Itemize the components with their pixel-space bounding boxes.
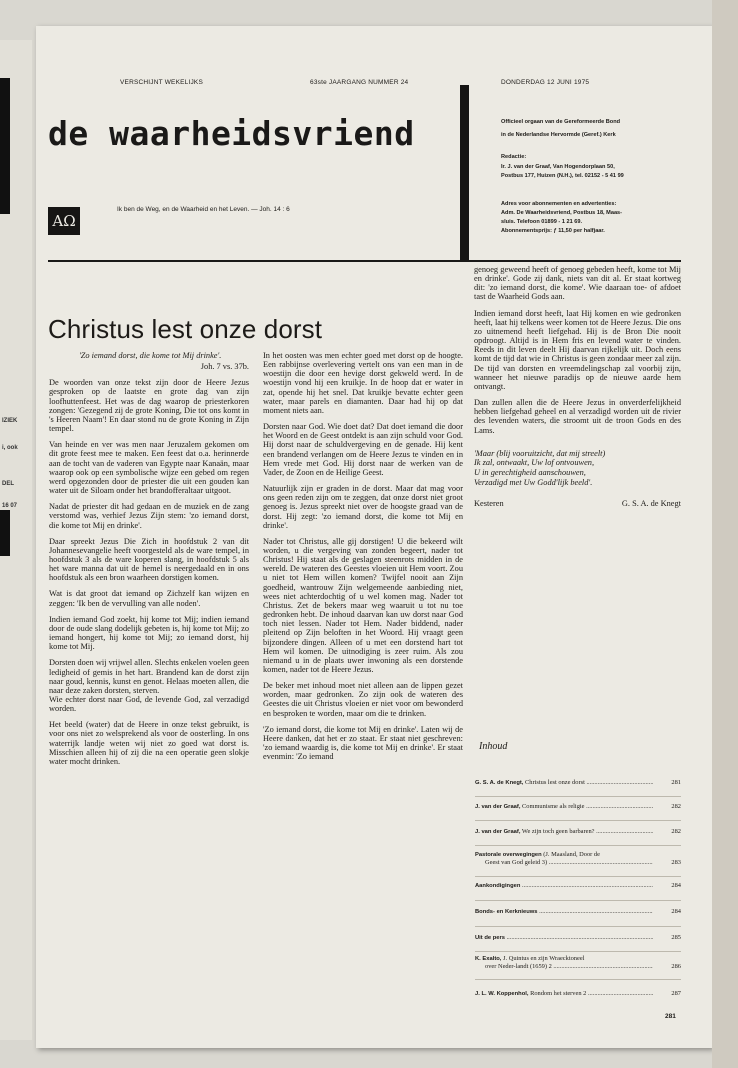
paragraph: De woorden van onze tekst zijn door de Heere Jezus gesproken op de laatste en grote dag van zijn loofhuttenfeest. Het was de dag waarop de priesterkoren zongen: 'Gezegend zij de grote Koning, Die tot ons komt in 's Heeren Naam'! En daar stond nu de grote Koning in Zijn tempel. xyxy=(49,378,249,434)
toc-divider xyxy=(475,820,681,821)
author: G. S. A. de Knegt xyxy=(621,499,681,509)
paragraph: Het beeld (water) dat de Heere in onze tekst gebruikt, is voor ons niet zo welsprekend als voor de oosterling. In ons waterrijk landje weten wij niet zo goed wat dorst is. Misschien alleen hij of zij die na een operatie geen slokje water mocht drinken. xyxy=(49,720,249,766)
date-label: DONDERDAG 12 JUNI 1975 xyxy=(501,79,590,86)
toc-author: Bonds- en Kerknieuws xyxy=(475,909,538,915)
toc-author: Pastorale overwegingen xyxy=(475,852,542,858)
toc-author: J. L. W. Koppenhol, xyxy=(475,991,529,997)
toc-author: Uit de pers xyxy=(475,935,505,941)
toc-item[interactable] xyxy=(475,955,681,971)
edge-text: i, ook xyxy=(2,445,18,451)
epigraph-reference: Joh. 7 vs. 37b. xyxy=(200,362,249,372)
closing-poem xyxy=(474,449,681,488)
poem-line: 'Maar (blij vooruitzicht, dat mij streelt) xyxy=(474,448,606,458)
toc-title: (J. Maasland, Door de xyxy=(541,851,600,858)
paragraph: Indien iemand God zoekt, hij kome tot Mij; indien iemand door de oude slang dodelijk gebeten is, hij kome tot Mij; zo iemand hongert, hij kome tot Mij; zo iemand dorst, hij kome tot Mij. xyxy=(49,614,249,652)
toc-divider xyxy=(475,845,681,846)
page-stack-edge xyxy=(712,0,738,1068)
article-column-1 xyxy=(49,351,249,773)
toc-page: 282 xyxy=(671,803,681,810)
toc-author: G. S. A. de Knegt, xyxy=(475,780,524,786)
toc-title: Rondom het sterven 2 xyxy=(528,990,587,997)
toc-item[interactable] xyxy=(475,803,681,811)
toc-title-continued: over Neder-landt (1659) 2 xyxy=(485,963,552,970)
redactie-line-2: Postbus 177, Huizen (N.H.), tel. 02152 - 5 41 99 xyxy=(501,173,624,179)
signature-row xyxy=(474,499,681,508)
redactie-label: Redactie: xyxy=(501,154,527,160)
paragraph: In het oosten was men echter goed met dorst op de hoogte. Een rabbijnse overlevering vertelt ons van een man in de woestijn die door een hevige dorst gekweld werd. In de woestijn vond hij een kruikje. In de hoop dat er water in zat, opende hij het snel. Dat kruikje bevatte echter geen water, maar parels en diamanten. Daar had hij op dat moment niets aan. xyxy=(263,351,463,415)
masthead-title: de waarheidsvriend xyxy=(48,114,415,153)
article-title: Christus lest onze dorst xyxy=(48,314,323,344)
place: Kesteren xyxy=(474,499,504,509)
toc-page: 284 xyxy=(671,882,681,889)
toc-heading: Inhoud xyxy=(479,741,508,752)
toc-title: We zijn toch geen barbaren? xyxy=(520,828,595,835)
edge-text: 16 07 xyxy=(2,503,18,509)
paragraph: Dorsten naar God. Wie doet dat? Dat doet iemand die door het Woord en de Geest ontdekt is aan zijn schuld voor God. Hij dorst naar de schuldvergeving en de genade. Hij kent een brandend verlangen om de Heere Jezus te vinden en in Hem vrede met God. Hij dorst naar de werken van de Vader, de Zoon en de Heilige Geest. xyxy=(263,422,463,477)
poem-line: U in gerechtigheid aanschouwen, xyxy=(474,468,586,478)
toc-page: 281 xyxy=(671,779,681,786)
frequency-label: VERSCHIJNT WEKELIJKS xyxy=(120,79,203,86)
redactie-line-1: Ir. J. van der Graaf, Van Hogendorplaan 50, xyxy=(501,164,615,170)
paragraph: 'Zo iemand dorst, die kome tot Mij en drinke'. Laten wij de Heere danken, dat het er zo staat. Er staat niet geschreven: 'zo iemand waardig is, die kome tot Mij en drinke'. Er staat evenmin: 'Zo iemand xyxy=(263,724,463,762)
page-number: 281 xyxy=(665,1013,676,1020)
logo-symbol: AΩ xyxy=(52,212,76,230)
toc-item[interactable] xyxy=(475,779,681,787)
toc-title: Christus lest onze dorst xyxy=(523,779,585,786)
paragraph: Dorsten doen wij vrijwel allen. Slechts enkelen voelen geen ledigheid of gemis in het hart. Brandend kan de dorst zijn naar goud, kennis, kunst en genot. Helaas moeten allen, die naar deze zaken dorsten, sterven. xyxy=(49,658,249,695)
toc-divider xyxy=(475,900,681,901)
volume-label: 63ste JAARGANG NUMMER 24 xyxy=(310,79,409,86)
edge-bar xyxy=(0,510,10,556)
toc-author: K. Exalto, xyxy=(475,956,502,962)
motto: Ik ben de Weg, en de Waarheid en het Leven. — Joh. 14 : 6 xyxy=(117,206,290,213)
paragraph: Nader tot Christus, alle gij dorstigen! U die bekeerd wilt worden, u die vergeving van zonden begeert, nader tot Christus! Hij staat als de geslagen steenrots midden in de wereld. De wateren des Geestes vloeien uit Hem voort. Zou u niet tot Hem willen komen? Twijfel nooit aan Zijn goedheid, wantrouw Zijn welgemeende aanbieding niet, wees niet achterdochtig of u wel komen mag. Nader tot Christus. Zet de bekers maar weg waaruit u tot nu toe gedronken hebt. De inhoud daarvan kan uw dorst naar God toch niet lessen. Nader tot Hem. Nader biddend, nader pleitend op Zijn beloften in het Woord. Hij vraagt geen bijzondere dingen. Alleen of u met een dorstend hart tot Hem wil komen. De uitnodiging is zeer ruim. Als zou niemand u in de plaats uwer inwoning als een dorstende komen, nader tot de Heere Jezus. xyxy=(263,536,463,674)
paragraph: Van heinde en ver was men naar Jeruzalem gekomen om dit grote feest mee te maken. Een feest dat o.a. herinnerde aan de tocht van de vaderen van Egypte naar Kanaän, maar waarop ook op een symbolische wijze een gebed om regen werd opgezonden door de priester die uit een gouden kan water uit de Siloam onder het brandofferaltaar uitgoot. xyxy=(49,440,249,496)
article-column-3 xyxy=(474,265,681,509)
toc-title-continued: Geest van God geleid 3) xyxy=(485,859,548,866)
masthead-rule xyxy=(48,260,681,262)
toc-author: Aankondigingen xyxy=(475,883,521,889)
adres-line-1: Adres voor abonnementen en advertenties: xyxy=(501,201,617,207)
toc-page: 283 xyxy=(671,859,681,866)
alpha-omega-logo xyxy=(48,207,80,235)
article-column-2 xyxy=(263,351,463,768)
toc-page: 287 xyxy=(671,990,681,997)
paragraph: Natuurlijk zijn er graden in de dorst. Maar dat mag voor ons geen reden zijn om te zeggen, dat onze dorst niet groot genoeg is. Jezus spreekt niet over de hoogste graad van de dorst. Hij zegt: 'zo iemand dorst, die kome tot Mij en drinke'. xyxy=(263,484,463,530)
toc-page: 286 xyxy=(671,963,681,970)
toc-divider xyxy=(475,951,681,952)
toc-title: Communisme als religie xyxy=(520,803,585,810)
toc-item[interactable] xyxy=(475,990,681,998)
paragraph: genoeg geweend heeft of genoeg gebeden heeft, kome tot Mij en drinke'. Gode zij dank, niets van dit al. Er staat kortweg dit: 'zo iemand dorst, die kome'. Wie daaraan toe- of afdoet tast de Waarheid Gods aan. xyxy=(474,265,681,302)
toc-author: J. van der Graaf, xyxy=(475,804,521,810)
adres-line-4: Abonnementsprijs: ƒ 11,50 per halfjaar. xyxy=(501,228,605,234)
edge-text: DEL xyxy=(2,481,14,487)
paragraph: Nadat de priester dit had gedaan en de muziek en de zang verstomd was, verhief Jezus Zijn stem: 'zo iemand dorst, die kome tot Mij en drinke'. xyxy=(49,502,249,530)
poem-line: Ik zal, ontwaakt, Uw lof ontvouwen, xyxy=(474,458,595,468)
toc-title: J. Quintus en zijn Wraecktoneel xyxy=(501,955,585,962)
toc-page: 285 xyxy=(671,934,681,941)
paragraph: Daar spreekt Jezus Die Zich in hoofdstuk 2 van dit Johannesevangelie heeft voorgesteld als de ware tempel, in hoofdstuk 3 als de ware koperen slang, in hoofdstuk 5 als het ware manna dat uit de hemel is neergedaald en in ons hoofdstuk als een bron waarheen dorstigen komen. xyxy=(49,536,249,583)
paragraph: Dan zullen allen die de Heere Jezus in onverderfelijkheid hebben liefgehad geheel en al verzadigd worden uit de rivier des levenden waters, die stroomt uit de troon Gods en des Lams. xyxy=(474,398,681,435)
toc-divider xyxy=(475,876,681,877)
epigraph: 'Zo iemand dorst, die kome tot Mij drinke'. xyxy=(79,351,222,360)
toc-item[interactable] xyxy=(475,882,681,890)
paragraph: Wat is dat groot dat iemand op Zichzelf kan wijzen en zeggen: 'Ik ben de vervulling van alle noden'. xyxy=(49,589,249,608)
toc-author: J. van der Graaf, xyxy=(475,829,521,835)
org-line-1: Officieel orgaan van de Gereformeerde Bond xyxy=(501,119,621,125)
toc-item[interactable] xyxy=(475,934,681,942)
org-line-2: in de Nederlandse Hervormde (Geref.) Kerk xyxy=(501,132,616,138)
toc-divider xyxy=(475,926,681,927)
adres-line-2: Adm. De Waarheidsvriend, Postbus 18, Maas- xyxy=(501,210,623,216)
paragraph: Indien iemand dorst heeft, laat Hij komen en wie gedronken heeft, laat hij telkens weer komen tot de Heere Jezus. Die ons zo uitnemend heeft liefgehad. Hij is de Bron Die nooit opdroogt. Altijd is in Hem fris en levend water te vinden. Reeds in dit leven deelt Hij daarvan rijkelijk uit. Doch eens komt de tijd dat wie in Christus is geen zondaar meer zal zijn. De tijd van dorsten en vreemdelingschap zal voorbij zijn, wanneer het nieuwe paradijs op de nieuwe aarde hem ontvangt. xyxy=(474,308,681,391)
toc-item[interactable] xyxy=(475,851,681,867)
adres-line-3: sluis. Telefoon 01899 - 1 21 69. xyxy=(501,219,583,225)
toc-page: 282 xyxy=(671,828,681,835)
toc-item[interactable] xyxy=(475,828,681,836)
toc-page: 284 xyxy=(671,908,681,915)
edge-text: IZIEK xyxy=(2,418,18,424)
masthead-divider xyxy=(460,85,469,260)
poem-line: Verzadigd met Uw Godd'lijk beeld'. xyxy=(474,477,593,487)
toc-item[interactable] xyxy=(475,908,681,916)
paragraph: Wie echter dorst naar God, de levende God, zal verzadigd worden. xyxy=(49,695,249,714)
toc-divider xyxy=(475,796,681,797)
edge-bar xyxy=(0,78,10,214)
paragraph: De beker met inhoud moet niet alleen aan de lippen gezet worden, maar gedronken. Zo zijn ook de wateren des Geestes die uit Christus vloeien er niet voor om bewonderd en besproken te worden, maar om die te drinken. xyxy=(263,681,463,718)
previous-page-edge xyxy=(0,40,32,1040)
toc-divider xyxy=(475,979,681,980)
